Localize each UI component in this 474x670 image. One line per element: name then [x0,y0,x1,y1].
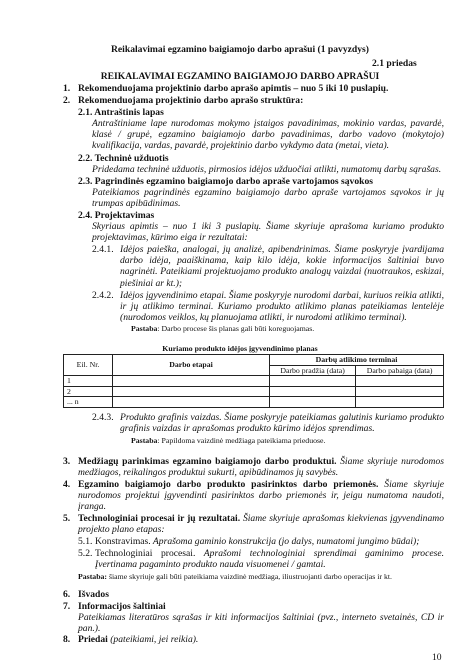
item-5-2-number: 5.2. [78,548,93,559]
item-5-1-heading: Konstravimas. [95,536,151,547]
plan-table-caption: Kuriamo produkto idėjos įgyvendinimo planas [162,344,318,353]
header-start: Darbo pradžia (data) [270,365,356,376]
row-number: ... n [64,397,113,408]
subsection-2-3-body: Pateikiamos pagrindinės egzamino baigiamojo darbo apraše vartojamos sąvokos ir jų trumpas apibūdinimas. [92,187,444,210]
section-8-text [78,634,198,645]
section-4-body: Šiame skyriuje nurodomos projektui įgyvendinti pasirinktos darbo priemonės ir, jeigu numatoma naudoti, įranga. [78,479,444,513]
note-text: šiame skyriuje gali būti pateikiama vaizdinė medžiaga, iliustruojanti darbo operacijas ir kt. [107,572,392,581]
item-2-4-3-note [131,436,325,445]
note-label: Pastaba [131,324,158,333]
section-7-body: Pateikiamas literatūros sąrašas ir kiti informacijos šaltiniai (pvz., interneto svetainės, CD ir pan.). [78,612,444,635]
row-cell [270,397,356,408]
note-text: : Darbo procese šis planas gali būti koreguojamas. [157,324,315,333]
row-cell [356,386,444,397]
section-7-heading: Informacijos šaltiniai [78,601,166,612]
section-5-number: 5. [63,513,71,524]
section-7-number: 7. [63,601,71,612]
section-5-heading: Technologiniai procesai ir jų rezultatai. [78,513,241,524]
section-6-number: 6. [63,589,71,600]
main-title: REIKALAVIMAI EGZAMINO BAIGIAMOJO DARBO APRAŠUI [100,71,380,82]
table-row [64,376,444,387]
row-number: 1 [64,376,113,387]
subsection-2-4-body: Skyriaus apimtis – nuo 1 iki 3 puslapių. Šiame skyriuje aprašoma kuriamo produkto projektavimas, kūrimo eiga ir rezultatai: [92,221,444,244]
header-stages: Darbo etapai [113,355,270,376]
section-3-text [78,456,444,478]
item-2-4-1-text: Idėjos paieška, analogai, jų analizė, apibendrinimas. Šiame poskyryje įvardijama darbo idėja, paaiškinama, kaip kilo idėja, kokie informacijos šaltiniai buvo nagrinėti. Pateikiami projektuojamo produkto analogų vaizdai (nuotraukos, eskizai, piešiniai ar kt.); [120,244,444,289]
subsection-2-2-heading: 2.2. Techninė užduotis [78,153,169,164]
section-4-text [78,479,444,513]
subsection-2-2-body: Pridedama techninė užduotis, pirmosios idėjos užduočiai atlikti, numatomų darbų sąrašas. [92,164,442,175]
subsection-2-4-heading: 2.4. Projektavimas [78,210,155,221]
row-cell [113,386,270,397]
row-cell [113,376,270,387]
section-2-text: Rekomenduojama projektinio darbo aprašo struktūra: [78,95,304,106]
header-no: Eil. Nr. [64,355,113,376]
subsection-2-3-heading: 2.3. Pagrindinės egzamino baigiamojo darbo apraše vartojamos sąvokos [78,176,374,187]
item-5-1-text [95,536,444,547]
page-number: 10 [432,652,442,663]
item-5-2-heading: Technologiniai procesai. [95,548,196,559]
note-text: : Papildoma vaizdinė medžiaga pateikiama prieduose. [157,436,326,445]
subsection-2-1-body: Antraštiniame lape nurodomas mokymo įstaigos pavadinimas, mokinio vardas, pavardė, klasė / grupė, egzamino baigiamojo darbo pavadinimas, darbo vadovo (mokytojo) kvalifikacija, vardas, pavardė, projektinio darbo vykdymo data (metai, vieta). [92,118,444,152]
section-5-text [78,513,444,535]
item-2-4-3-text: Produkto grafinis vaizdas. Šiame poskyryje pateikiamas galutinis kuriamo produkto grafinis vaizdas ir aprašomas produkto kūrimo idėjos sprendimas. [120,412,444,435]
note-label: Pastaba: [78,572,108,581]
section-4-number: 4. [63,479,71,490]
section-8-body: (pateikiami, jei reikia). [107,634,199,645]
item-2-4-1-number: 2.4.1. [92,244,114,255]
item-5-1-body: Aprašoma gaminio konstrukcija (jo dalys, numatomi jungimo būdai); [150,536,420,547]
row-cell [270,386,356,397]
header-deadlines: Darbų atlikimo terminai [270,355,444,366]
item-2-4-2-number: 2.4.2. [92,290,114,301]
section-5-note [78,572,392,581]
section-1-text: Rekomenduojama projektinio darbo aprašo apimtis – nuo 5 iki 10 puslapių. [78,83,389,94]
section-2-number: 2. [63,95,71,106]
item-5-2-text [95,548,444,570]
row-cell [356,376,444,387]
table-row [64,386,444,397]
section-3-heading: Medžiagų parinkimas egzamino baigiamojo darbo produktui. [78,456,337,467]
row-cell [356,397,444,408]
header-end: Darbo pabaiga (data) [356,365,444,376]
section-4-heading: Egzamino baigiamojo darbo produkto pasirinktos darbo priemonės. [78,479,379,490]
row-number: 2 [64,386,113,397]
section-1-number: 1. [63,83,71,94]
item-2-4-2-text: Idėjos įgyvendinimo etapai. Šiame poskyryje nurodomi darbai, kuriuos reikia atlikti, ir jų atlikimo terminai. Kuriamo produkto atlikimo planas pateikiamas lentelėje (nurodomos veiklos, kų planuojama atlikti, ir nurodomi atlikimo terminai). [120,290,444,324]
section-5-body: Šiame skyriuje aprašomas kiekvienas įgyvendinamo projekto plano etapas: [78,513,444,536]
item-2-4-3-number: 2.4.3. [92,412,114,423]
section-3-body: Šiame skyriuje nurodomos medžiagos, reikalingos produktui sukurti, apibūdinamos jų savybės. [78,456,444,479]
subsection-2-1-heading: 2.1. Antraštinis lapas [78,107,164,118]
table-row [64,397,444,408]
section-3-number: 3. [63,456,71,467]
section-8-heading: Priedai [78,634,108,645]
item-2-4-2-note [131,324,314,333]
plan-table [63,354,444,408]
section-6-heading: Išvados [78,589,109,600]
row-cell [113,397,270,408]
note-label: Pastaba [131,436,158,445]
section-8-number: 8. [63,634,71,645]
row-cell [270,376,356,387]
appendix-label: 2.1 priedas [372,58,417,69]
document-title: Reikalavimai egzamino baigiamojo darbo aprašui (1 pavyzdys) [111,44,369,55]
item-5-2-body: Aprašomi technologiniai sprendimai gaminimo procese. Įvertinama pagaminto produkto nauda visuomenei / gamtai. [95,548,444,571]
item-5-1-number: 5.1. [78,536,93,547]
